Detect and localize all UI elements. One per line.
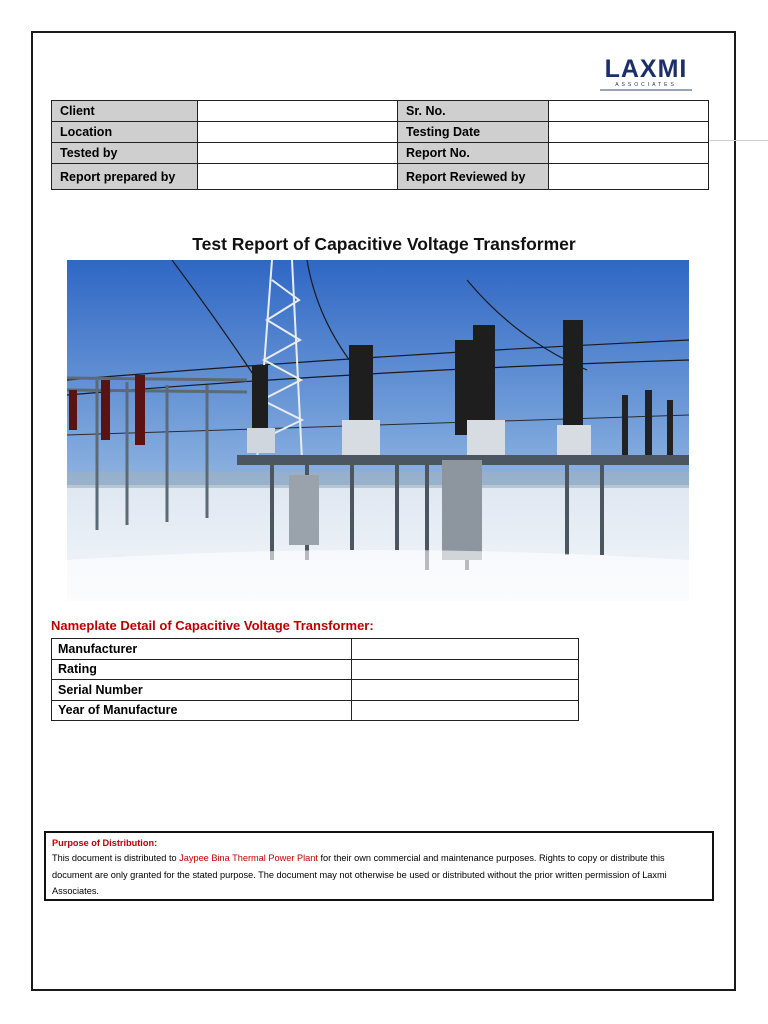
testing-date-label: Testing Date <box>398 122 549 143</box>
report-prepared-by-value[interactable] <box>198 164 398 190</box>
nameplate-table <box>51 638 579 721</box>
distribution-heading: Purpose of Distribution: <box>52 838 158 848</box>
report-title: Test Report of Capacitive Voltage Transformer <box>192 234 576 254</box>
location-label: Location <box>52 122 198 143</box>
laxmi-logo <box>590 55 702 95</box>
table-row <box>52 659 579 680</box>
distribution-text-before: This document is distributed to <box>52 853 180 863</box>
distribution-recipient: Jaypee Bina Thermal Power Plant <box>179 853 318 863</box>
logo-text: LAXMI <box>604 55 688 83</box>
tested-by-label: Tested by <box>52 143 198 164</box>
distribution-text <box>52 850 706 900</box>
table-row <box>52 680 579 701</box>
year-of-manufacture-label: Year of Manufacture <box>52 700 352 721</box>
report-no-value[interactable] <box>549 143 709 164</box>
table-row <box>52 164 709 190</box>
year-of-manufacture-value[interactable] <box>352 700 579 721</box>
divider-line <box>708 140 768 141</box>
report-no-label: Report No. <box>398 143 549 164</box>
logo-tagline-line <box>600 89 692 91</box>
table-row <box>52 143 709 164</box>
table-row <box>52 122 709 143</box>
table-row <box>52 700 579 721</box>
nameplate-heading: Nameplate Detail of Capacitive Voltage Transformer: <box>51 618 374 633</box>
client-label: Client <box>52 101 198 122</box>
serial-number-label: Serial Number <box>52 680 352 701</box>
rating-value[interactable] <box>352 659 579 680</box>
testing-date-value[interactable] <box>549 122 709 143</box>
sr-no-value[interactable] <box>549 101 709 122</box>
serial-number-value[interactable] <box>352 680 579 701</box>
distribution-text-after: for their own commercial and maintenance purposes. Rights to copy or distribute this document are only granted for the stated purpose. The document may not otherwise be used or distributed without the prior written permission of Laxmi Associates. <box>52 853 667 896</box>
rating-label: Rating <box>52 659 352 680</box>
distribution-notice <box>44 831 714 901</box>
sr-no-label: Sr. No. <box>398 101 549 122</box>
table-row <box>52 639 579 660</box>
client-value[interactable] <box>198 101 398 122</box>
report-prepared-by-label: Report prepared by <box>52 164 198 190</box>
report-info-table <box>51 100 709 190</box>
substation-photo <box>67 260 689 601</box>
location-value[interactable] <box>198 122 398 143</box>
manufacturer-value[interactable] <box>352 639 579 660</box>
logo-subtext: ASSOCIATES <box>615 82 677 88</box>
report-reviewed-by-label: Report Reviewed by <box>398 164 549 190</box>
table-row <box>52 101 709 122</box>
report-reviewed-by-value[interactable] <box>549 164 709 190</box>
manufacturer-label: Manufacturer <box>52 639 352 660</box>
tested-by-value[interactable] <box>198 143 398 164</box>
logo-wordmark <box>590 55 702 83</box>
